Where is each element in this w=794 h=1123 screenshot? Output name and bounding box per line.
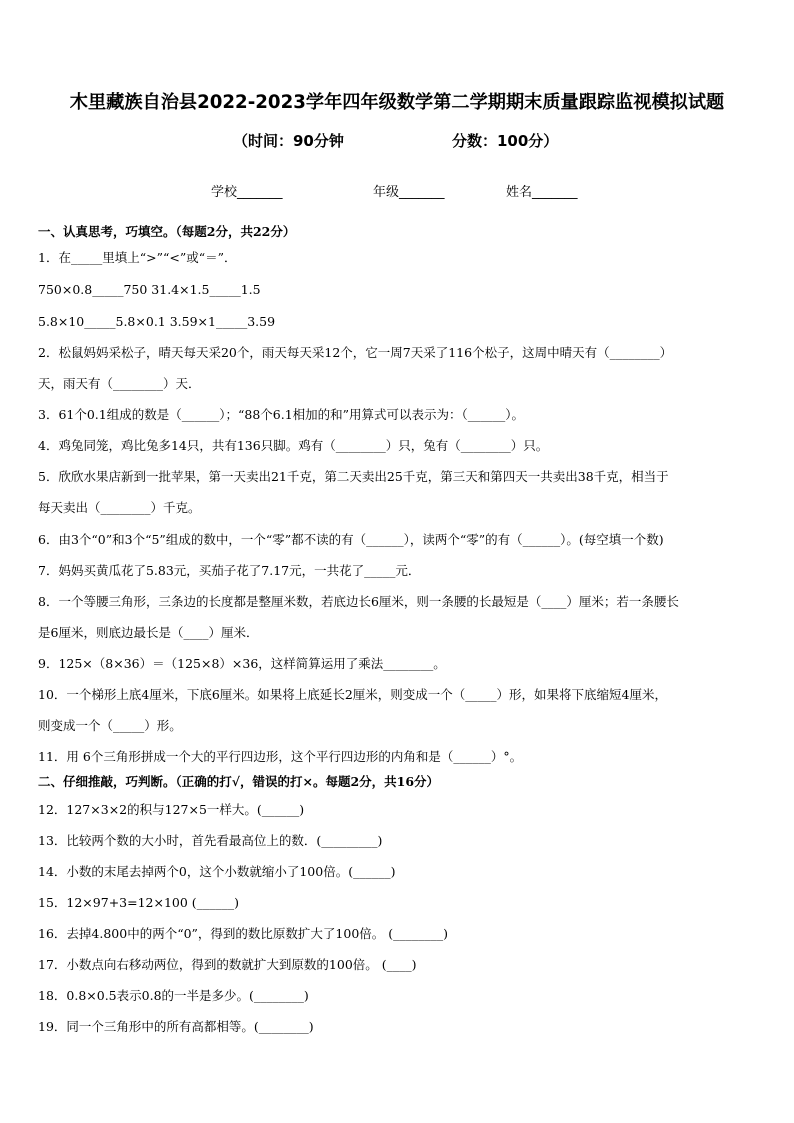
- question-10: 10．一个梯形上底4厘米，下底6厘米。如果将上底延长2厘米，则变成一个（_____）形，如果将下底缩短4厘米，: [38, 687, 667, 702]
- question-5: 5．欣欣水果店新到一批苹果，第一天卖出21千克，第二天卖出25千克，第三天和第四天一共卖出38千克，相当于: [38, 469, 669, 484]
- question-11: 11．用 6个三角形拼成一个大的平行四边形，这个平行四边形的内角和是（______）°。: [38, 749, 523, 764]
- question-14: 14．小数的末尾去掉两个0，这个小数就缩小了100倍。(______): [38, 864, 396, 879]
- question-2: 2．松鼠妈妈采松子，晴天每天采20个，雨天每天采12个，它一周7天采了116个松子，这周中晴天有（________）: [38, 345, 673, 360]
- section-heading-true-false: 二、仔细推敲，巧判断。（正确的打√，错误的打×。每题2分，共16分）: [38, 774, 440, 789]
- question-13: 13．比较两个数的大小时，首先看最高位上的数．(_________): [38, 833, 383, 848]
- question-1-row-a: 750×0.8_____750 31.4×1.5_____1.5: [38, 282, 261, 297]
- question-7: 7．妈妈买黄瓜花了5.83元，买茄子花了7.17元，一共花了_____元．: [38, 563, 421, 578]
- question-2-cont: 天，雨天有（________）天．: [38, 376, 201, 391]
- question-18: 18．0.8×0.5表示0.8的一半是多少。(________): [38, 988, 309, 1003]
- question-4: 4．鸡兔同笼，鸡比兔多14只，共有136只脚。鸡有（________）只，兔有（________）只。: [38, 438, 549, 453]
- question-19: 19．同一个三角形中的所有高都相等。(________): [38, 1019, 314, 1034]
- section-heading-fill-in: 一、认真思考，巧填空。（每题2分，共22分）: [38, 224, 296, 239]
- question-12: 12．127×3×2的积与127×5一样大。(______): [38, 802, 305, 817]
- school-field: 学校_______: [211, 185, 283, 200]
- page-title: 木里藏族自治县2022-2023学年四年级数学第二学期期末质量跟踪监视模拟试题: [69, 92, 725, 113]
- question-17: 17．小数点向右移动两位，得到的数就扩大到原数的100倍。 (____): [38, 957, 417, 972]
- question-3: 3．61个0.1组成的数是（______）；“88个6.1相加的和”用算式可以表示为：（______）。: [38, 407, 525, 422]
- grade-field: 年级_______: [373, 185, 445, 200]
- question-10-cont: 则变成一个（_____）形。: [38, 718, 182, 733]
- exam-time: （时间：90分钟: [233, 132, 344, 150]
- question-1-row-b: 5.8×10_____5.8×0.1 3.59×1_____3.59: [38, 314, 276, 329]
- name-field: 姓名_______: [506, 185, 578, 200]
- question-9: 9．125×（8×36）＝（125×8）×36，这样简算运用了乘法________。: [38, 656, 446, 671]
- question-15: 15．12×97+3=12×100 (______): [38, 895, 240, 910]
- question-8-cont: 是6厘米，则底边最长是（____）厘米．: [38, 625, 259, 640]
- question-6: 6．由3个“0”和3个“5”组成的数中，一个“零”都不读的有（______），读两个“零”的有（______）。(每空填一个数): [38, 532, 664, 547]
- question-8: 8．一个等腰三角形，三条边的长度都是整厘米数，若底边长6厘米，则一条腰的长最短是（____）厘米；若一条腰长: [38, 594, 679, 609]
- exam-score: 分数：100分）: [452, 132, 559, 150]
- question-5-cont: 每天卖出（________）千克。: [38, 500, 201, 515]
- question-1: 1．在_____里填上“>”“<”或“＝”．: [38, 250, 237, 265]
- question-16: 16．去掉4.800中的两个“0”，得到的数比原数扩大了100倍。 (________): [38, 926, 449, 941]
